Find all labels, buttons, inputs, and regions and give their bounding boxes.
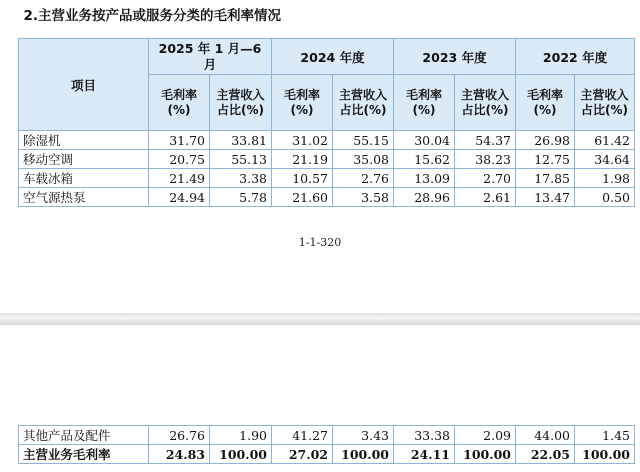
revenue-share-header: 主营收入占比(%)	[575, 75, 635, 131]
revenue-share-cell: 100.00	[455, 445, 516, 464]
revenue-share-cell: 2.76	[333, 169, 394, 188]
gross-margin-cell: 31.02	[272, 131, 333, 150]
gross-margin-cell: 27.02	[272, 445, 333, 464]
revenue-share-cell: 5.78	[210, 188, 272, 207]
revenue-share-cell: 3.43	[333, 426, 394, 445]
gross-margin-cell: 24.11	[394, 445, 455, 464]
revenue-share-cell: 54.37	[455, 131, 516, 150]
row-label: 空气源热泵	[19, 188, 149, 207]
revenue-share-header: 主营收入占比(%)	[210, 75, 272, 131]
gross-margin-cell: 33.38	[394, 426, 455, 445]
table-row	[19, 188, 635, 207]
gross-margin-cell: 21.60	[272, 188, 333, 207]
gross-margin-cell: 28.96	[394, 188, 455, 207]
revenue-share-header: 主营收入占比(%)	[333, 75, 394, 131]
revenue-share-cell: 2.09	[455, 426, 516, 445]
gross-margin-cell: 21.49	[149, 169, 210, 188]
revenue-share-cell: 0.50	[575, 188, 635, 207]
gross-margin-header: 毛利率(%)	[149, 75, 210, 131]
revenue-share-cell: 3.38	[210, 169, 272, 188]
gross-margin-header: 毛利率(%)	[516, 75, 575, 131]
period-header: 2025 年 1 月—6 月	[149, 39, 272, 75]
row-label: 移动空调	[19, 150, 149, 169]
gross-margin-header: 毛利率(%)	[272, 75, 333, 131]
revenue-share-cell: 3.58	[333, 188, 394, 207]
gross-margin-cell: 26.76	[149, 426, 210, 445]
revenue-share-cell: 38.23	[455, 150, 516, 169]
gross-margin-cell: 13.09	[394, 169, 455, 188]
revenue-share-cell: 2.70	[455, 169, 516, 188]
row-label: 主营业务毛利率	[19, 445, 149, 464]
margin-table-continued	[18, 425, 635, 464]
gross-margin-cell: 12.75	[516, 150, 575, 169]
row-label: 其他产品及配件	[19, 426, 149, 445]
gross-margin-cell: 15.62	[394, 150, 455, 169]
gross-margin-cell: 24.83	[149, 445, 210, 464]
revenue-share-cell: 1.45	[575, 426, 635, 445]
revenue-share-cell: 33.81	[210, 131, 272, 150]
page-break	[0, 313, 640, 325]
revenue-share-cell: 100.00	[333, 445, 394, 464]
section-heading	[8, 4, 281, 24]
revenue-share-header: 主营收入占比(%)	[455, 75, 516, 131]
gross-margin-cell: 22.05	[516, 445, 575, 464]
revenue-share-cell: 35.08	[333, 150, 394, 169]
gross-margin-cell: 20.75	[149, 150, 210, 169]
table-row	[19, 426, 635, 445]
row-label: 除湿机	[19, 131, 149, 150]
gross-margin-cell: 41.27	[272, 426, 333, 445]
gross-margin-cell: 10.57	[272, 169, 333, 188]
period-header: 2022 年度	[516, 39, 635, 75]
section-number: 2.	[23, 8, 38, 24]
revenue-share-cell: 100.00	[210, 445, 272, 464]
gross-margin-cell: 26.98	[516, 131, 575, 150]
gross-margin-cell: 30.04	[394, 131, 455, 150]
table-row	[19, 150, 635, 169]
item-header: 项目	[19, 39, 149, 131]
revenue-share-cell: 55.15	[333, 131, 394, 150]
gross-margin-cell: 44.00	[516, 426, 575, 445]
header-row-periods	[19, 39, 635, 75]
table-row	[19, 445, 635, 464]
revenue-share-cell: 1.98	[575, 169, 635, 188]
revenue-share-cell: 2.61	[455, 188, 516, 207]
revenue-share-cell: 100.00	[575, 445, 635, 464]
page-number: 1-1-320	[298, 236, 342, 249]
gross-margin-cell: 24.94	[149, 188, 210, 207]
gross-margin-cell: 21.19	[272, 150, 333, 169]
revenue-share-cell: 61.42	[575, 131, 635, 150]
margin-table	[18, 38, 635, 207]
revenue-share-cell: 34.64	[575, 150, 635, 169]
gross-margin-header: 毛利率(%)	[394, 75, 455, 131]
gross-margin-cell: 31.70	[149, 131, 210, 150]
period-header: 2023 年度	[394, 39, 516, 75]
table-row	[19, 131, 635, 150]
section-title: 主营业务按产品或服务分类的毛利率情况	[38, 8, 281, 24]
gross-margin-cell: 17.85	[516, 169, 575, 188]
period-header: 2024 年度	[272, 39, 394, 75]
gross-margin-cell: 13.47	[516, 188, 575, 207]
row-label: 车载冰箱	[19, 169, 149, 188]
table-row	[19, 169, 635, 188]
revenue-share-cell: 55.13	[210, 150, 272, 169]
revenue-share-cell: 1.90	[210, 426, 272, 445]
